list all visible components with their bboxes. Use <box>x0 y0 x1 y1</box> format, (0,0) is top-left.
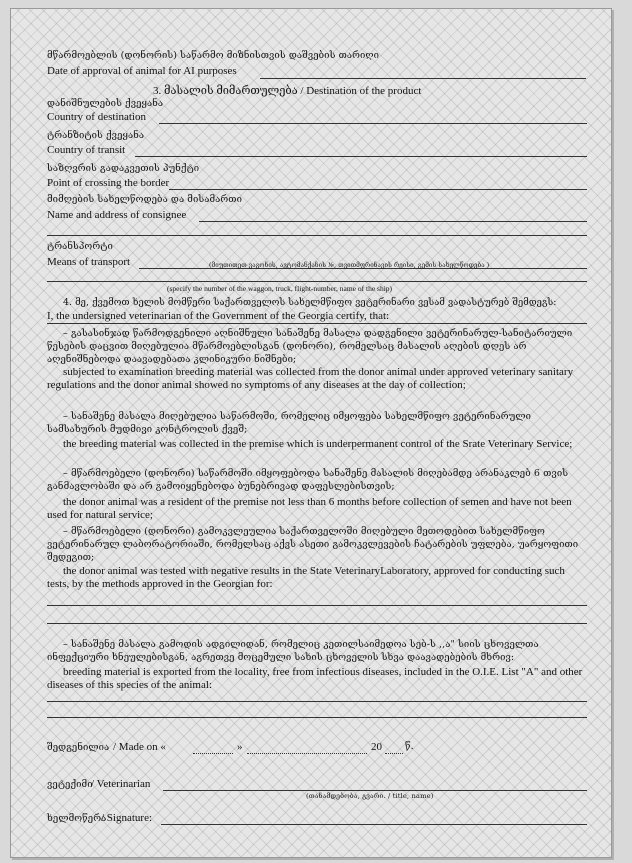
certificate-page <box>10 8 612 858</box>
border-point-field[interactable] <box>169 189 587 190</box>
approval-label-ka: მწარმოებლის (დონორის) საწარმო მიზნისთვის დაშვების თარიღი <box>47 50 380 61</box>
transport-label-en: Means of transport <box>47 256 131 268</box>
clause-2-en: the breeding material was collected in the premise which is underpermanent control of the Srate Veterinary Service; <box>63 438 573 450</box>
destination-heading: 3. მასალის მიმართულება / Destination of the product <box>153 85 422 97</box>
clause-5-en: breeding material is exported from the locality, free from infectious diseases, included in the O.I.E. List "A" and other diseases of this species of the animal: <box>47 666 583 691</box>
clause-3-en: the donor animal was a resident of the premise not less than 6 months before collection of semen and have not been used for natural service; <box>47 496 572 521</box>
country-transit-field[interactable] <box>135 156 587 157</box>
approval-label-en: Date of approval of animal for AI purposes <box>47 65 237 77</box>
country-transit-label-ka: ტრანზიტის ქვეყანა <box>47 130 145 141</box>
consignee-label-en: Name and address of consignee <box>47 209 187 221</box>
country-destination-label-en: Country of destination <box>47 111 146 123</box>
clause-1-en: subjected to examination breeding material was collected from the donor animal under approved veterinary sanitary regulations and the donor animal showed no symptoms of any diseases at the day of collection; <box>47 366 574 391</box>
clause-2-ka: – სანაშენე მასალა მიღებულია საწარმოში, რომელიც იმყოფება სახელმწიფო ვეტერინარული სამსახურის მუდმივი კონტროლის ქვეშ; <box>47 411 532 435</box>
signature-field[interactable] <box>161 824 587 825</box>
clause-4-ka: – მწარმოებელი (დონორი) გამოკვლეულია საქართველოში მიღებული მეთოდებით სახელმწიფო ვეტერინარულ ლაბორატორიაში, რომელსაც აქვს ასეთი გამოკვლევების ჩატარების უფლება, უარყოფითი შედეგით; <box>47 526 579 563</box>
tests-field-1[interactable] <box>47 605 587 606</box>
certification-heading-en: I, the undersigned veterinarian of the Government of the Georgia certify, that: <box>47 310 390 322</box>
made-on-quote-close: » <box>237 741 243 753</box>
clause-1-ka: – გასასინჯად წარმოდგენილი აღნიშნული სანაშენე მასალა დადგენილი ვეტერინარულ-სანიტარიული წესების დაცვით მიღებულია მწარმოებლისგან (დონორი), რომელსაც მასალის აღების დღეს არ აღენიშნებოდა დაავადებათა კლინიკური ნიშნები; <box>47 328 573 365</box>
country-destination-field[interactable] <box>159 123 587 124</box>
border-point-label-ka: საზღვრის გადაკვეთის პუნქტი <box>47 163 200 174</box>
made-on-label-ka: შედგენილია <box>47 742 110 753</box>
clause-3-ka: – მწარმოებელი (დონორი) საწარმოში იმყოფებოდა სანაშენე მასალის მიღებამდე არანაკლებ 6 თვის განმავლობაში და არ გამოიყენებოდა ბუნებრივად დაფესლებისთვის; <box>47 468 569 492</box>
certification-rule <box>47 323 587 324</box>
country-transit-label-en: Country of transit <box>47 144 126 156</box>
made-on-year-suffix: წ. <box>405 741 414 752</box>
made-on-day-field[interactable] <box>193 753 233 754</box>
transport-hint-en: (specify the number of the waggon, truck, flight-number, name of the ship) <box>167 284 393 293</box>
transport-hint-ka: (მიუთითეთ ვაგონის, ავტომანქანის №, თვითმფრინავის რეისი, გემის სახელწოდება ) <box>209 262 490 269</box>
diseases-field-2[interactable] <box>47 717 587 718</box>
country-destination-label-ka: დანიშნულების ქვეყანა <box>47 98 164 109</box>
diseases-field-1[interactable] <box>47 701 587 702</box>
approval-date-field[interactable] <box>260 78 586 79</box>
made-on-year-field[interactable] <box>385 753 403 754</box>
made-on-year-prefix: 20 <box>371 741 382 753</box>
made-on-month-field[interactable] <box>247 753 367 754</box>
clause-4-en: the donor animal was tested with negative results in the State VeterinaryLaboratory, approved for conducting such tests, by the methods approved in the Georgian for: <box>47 565 565 590</box>
signature-label-en: / Signature: <box>101 812 153 824</box>
veterinarian-hint: (თანამდებობა, გვარი. / title, name) <box>306 792 434 800</box>
consignee-field-line-2[interactable] <box>47 235 587 236</box>
veterinarian-label-ka: ვეტექიმი <box>47 779 93 790</box>
transport-field-line-2[interactable] <box>47 281 587 282</box>
certification-heading-ka: 4. მე, ქვემოთ ხელის მომწერი საქართველოს სახელმწიფო ვეტერინარი ვესამ ვადასტურებ შემდეგს: <box>63 297 557 308</box>
border-point-label-en: Point of crossing the border <box>47 177 170 189</box>
consignee-label-ka: მიმღების სახელწოდება და მისამართი <box>47 194 243 205</box>
signature-label-ka: ხელმოწერა <box>47 813 107 824</box>
veterinarian-field[interactable] <box>163 790 587 791</box>
tests-field-2[interactable] <box>47 623 587 624</box>
clause-5-ka: – სანაშენე მასალა გამოდის ადგილიდან, რომელიც კეთილსაიმედოა სებ-ს ,,ა" სიის ცხოველთა ინფექციური ხნეულებისგან, აგრეთვე მოცემული სახის ცხოველის სხვა დაავადებების მხრივ: <box>47 639 539 663</box>
consignee-field[interactable] <box>199 221 587 222</box>
made-on-label-en: / Made on « <box>113 741 166 753</box>
veterinarian-label-en: / Veterinarian <box>91 778 151 790</box>
transport-label-ka: ტრანსპორტი <box>47 241 113 252</box>
